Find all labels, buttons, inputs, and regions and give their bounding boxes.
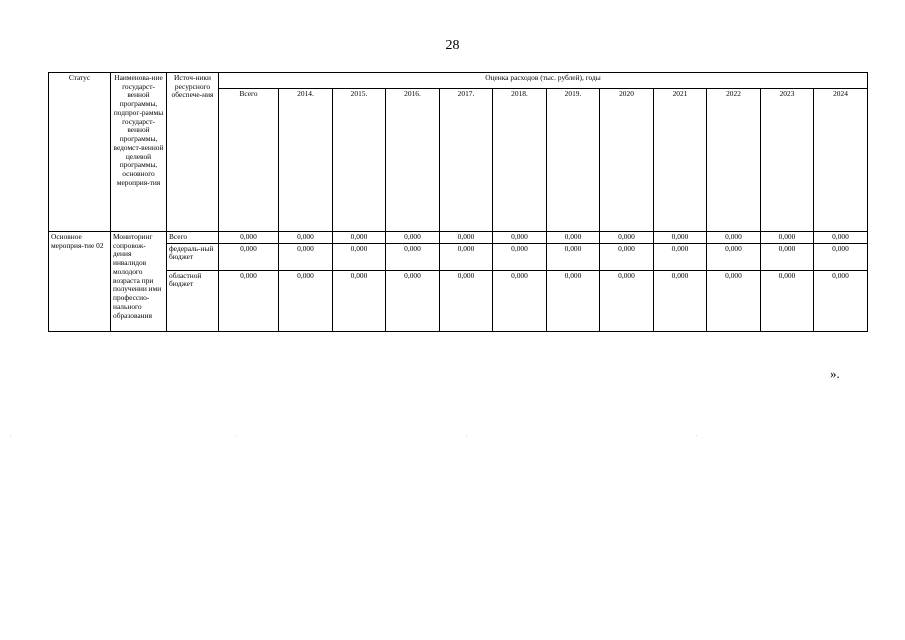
value-cell: 0,000	[761, 232, 814, 244]
value-cell: 0,000	[279, 232, 333, 244]
value-cell: 0,000	[547, 232, 600, 244]
table-row	[49, 270, 868, 331]
value-cell: 0,000	[493, 243, 547, 270]
value-cell: 0,000	[707, 243, 761, 270]
value-cell: 0,000	[386, 243, 440, 270]
value-cell: 0,000	[219, 232, 279, 244]
value-cell: 0,000	[440, 243, 493, 270]
budget-table	[48, 72, 868, 332]
header-year: 2022	[707, 89, 761, 232]
value-cell: 0,000	[814, 232, 868, 244]
value-cell: 0,000	[219, 243, 279, 270]
header-year: 2015.	[333, 89, 386, 232]
header-name: Наименова-ние государст-венной программы, подпрог-раммы государст-венной программы, ведомст-венной целевой программы, основного мероприя-тия	[111, 73, 167, 232]
header-estimate: Оценка расходов (тыс. рублей), годы	[219, 73, 868, 89]
value-cell: 0,000	[600, 232, 654, 244]
table-row	[49, 232, 868, 244]
value-cell: 0,000	[600, 270, 654, 331]
value-cell: 0,000	[654, 232, 707, 244]
value-cell: 0,000	[386, 270, 440, 331]
scan-mark: .	[696, 432, 698, 438]
scan-mark: .	[236, 432, 238, 438]
value-cell: 0,000	[440, 232, 493, 244]
source-cell: Всего	[167, 232, 219, 244]
status-cell: Основное мероприя-тие 02	[49, 232, 111, 332]
header-status: Статус	[49, 73, 111, 232]
value-cell: 0,000	[814, 243, 868, 270]
value-cell: 0,000	[279, 270, 333, 331]
value-cell: 0,000	[333, 243, 386, 270]
scan-mark: .	[10, 432, 12, 438]
page-number: 28	[445, 38, 460, 53]
header-year: 2014.	[279, 89, 333, 232]
source-cell: федераль-ный бюджет	[167, 243, 219, 270]
value-cell: 0,000	[761, 243, 814, 270]
value-cell: 0,000	[654, 270, 707, 331]
header-year: 2024	[814, 89, 868, 232]
value-cell: 0,000	[814, 270, 868, 331]
value-cell: 0,000	[493, 232, 547, 244]
value-cell: 0,000	[547, 270, 600, 331]
value-cell: 0,000	[600, 243, 654, 270]
header-year: 2021	[654, 89, 707, 232]
value-cell: 0,000	[333, 232, 386, 244]
value-cell: 0,000	[707, 232, 761, 244]
value-cell: 0,000	[493, 270, 547, 331]
header-year: 2023	[761, 89, 814, 232]
header-year: 2020	[600, 89, 654, 232]
value-cell: 0,000	[219, 270, 279, 331]
value-cell: 0,000	[333, 270, 386, 331]
table-row	[49, 243, 868, 270]
header-total: Всего	[219, 89, 279, 232]
header-year: 2018.	[493, 89, 547, 232]
header-year: 2019.	[547, 89, 600, 232]
value-cell: 0,000	[386, 232, 440, 244]
header-year: 2016.	[386, 89, 440, 232]
value-cell: 0,000	[761, 270, 814, 331]
source-cell: областной бюджет	[167, 270, 219, 331]
value-cell: 0,000	[440, 270, 493, 331]
value-cell: 0,000	[547, 243, 600, 270]
header-year: 2017.	[440, 89, 493, 232]
closing-quote-mark: ».	[830, 366, 840, 381]
value-cell: 0,000	[707, 270, 761, 331]
scan-mark: .	[466, 432, 468, 438]
header-source: Источ-ники ресурсного обеспече-ния	[167, 73, 219, 232]
name-cell: Мониторинг сопровож-дения инвалидов молодого возраста при получении ими профессио-нального образования	[111, 232, 167, 332]
value-cell: 0,000	[279, 243, 333, 270]
value-cell: 0,000	[654, 243, 707, 270]
